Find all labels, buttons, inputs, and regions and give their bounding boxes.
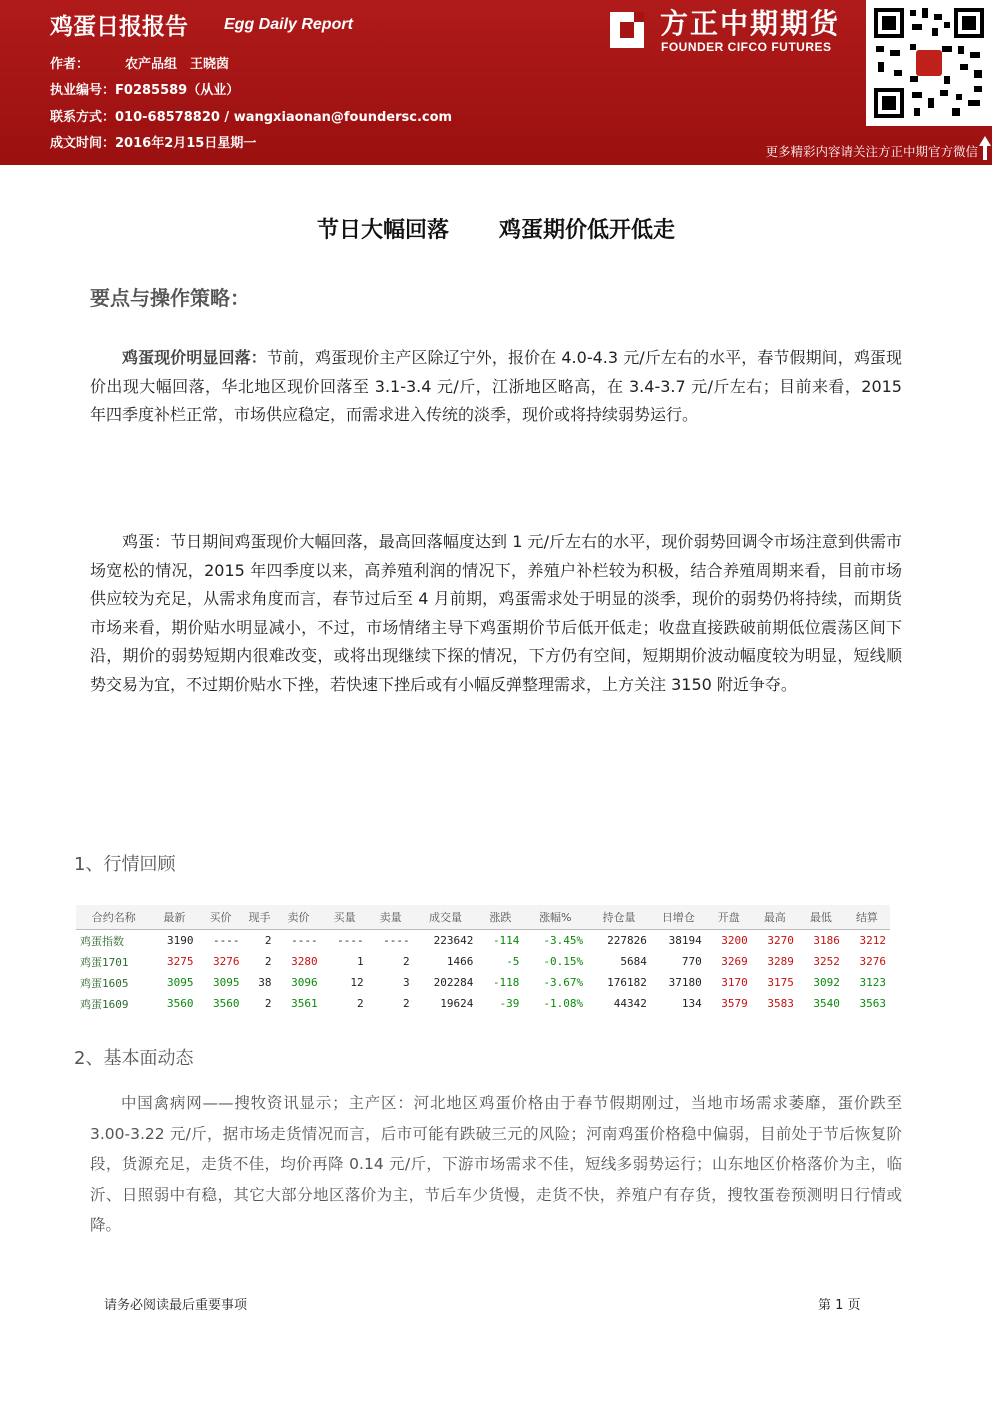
table-cell: 2 bbox=[403, 955, 410, 968]
table-cell: ---- bbox=[291, 934, 318, 947]
table-cell: 19624 bbox=[440, 997, 474, 1010]
table-cell: 3560 bbox=[166, 997, 194, 1010]
col-header: 日增仓 bbox=[651, 905, 706, 930]
table-cell: 12 bbox=[350, 976, 364, 989]
logo-text-cn: 方正中期期货 bbox=[660, 7, 841, 40]
date-label: 成文时间： bbox=[50, 136, 116, 151]
table-cell: 1466 bbox=[446, 955, 474, 968]
table-cell: 3276 bbox=[213, 955, 240, 968]
date-value: 2016年2月15日星期一 bbox=[115, 136, 257, 151]
table-cell: 227826 bbox=[607, 934, 647, 947]
table-cell: 3252 bbox=[813, 955, 840, 968]
author-row bbox=[50, 53, 229, 72]
author-value: 农产品组 王晓茵 bbox=[125, 57, 230, 72]
table-cell: 2 bbox=[264, 934, 272, 947]
col-header: 开盘 bbox=[706, 905, 752, 930]
table-cell: 134 bbox=[681, 997, 702, 1010]
table-cell: 3579 bbox=[721, 997, 748, 1010]
col-header: 现手 bbox=[244, 905, 276, 930]
table-cell: 202284 bbox=[433, 976, 474, 989]
license-row bbox=[50, 79, 239, 98]
table-cell: 3540 bbox=[813, 997, 840, 1010]
table-cell: -5 bbox=[506, 955, 520, 968]
contract-name-cell: 鸡蛋1609 bbox=[80, 997, 129, 1011]
founder-logo-icon bbox=[604, 8, 648, 52]
table-cell: 3289 bbox=[767, 955, 794, 968]
author-label: 作者： bbox=[50, 57, 90, 72]
table-cell: 3269 bbox=[721, 955, 748, 968]
table-row bbox=[76, 930, 890, 952]
main-title-part2: 鸡蛋期价低开低走 bbox=[499, 218, 676, 243]
table-row bbox=[76, 993, 890, 1014]
table-cell: 3190 bbox=[166, 934, 194, 947]
summary-highlight: 鸡蛋现价明显回落： bbox=[122, 348, 267, 367]
table-row bbox=[76, 972, 890, 993]
quote-table-body bbox=[76, 930, 890, 1015]
qr-code-icon bbox=[866, 0, 992, 126]
col-header: 持仓量 bbox=[587, 905, 651, 930]
table-cell: 5684 bbox=[620, 955, 647, 968]
table-cell: -114 bbox=[492, 934, 520, 947]
table-cell: 3280 bbox=[291, 955, 318, 968]
contact-row bbox=[50, 106, 452, 125]
report-title-en: Egg Daily Report bbox=[224, 16, 353, 33]
table-cell: -3.45% bbox=[543, 934, 584, 947]
quote-table-header-row bbox=[76, 905, 890, 930]
table-cell: 44342 bbox=[613, 997, 647, 1010]
table-cell: ---- bbox=[383, 934, 410, 947]
footer-notice: 请务必阅读最后重要事项 bbox=[104, 1298, 248, 1313]
table-cell: 37180 bbox=[668, 976, 702, 989]
date-row bbox=[50, 132, 256, 151]
table-cell: 3123 bbox=[859, 976, 886, 989]
table-cell: 3186 bbox=[813, 934, 840, 947]
table-cell: 2 bbox=[264, 955, 272, 968]
table-cell: 3170 bbox=[721, 976, 748, 989]
col-header: 成交量 bbox=[414, 905, 478, 930]
table-cell: -118 bbox=[492, 976, 520, 989]
contract-name-cell: 鸡蛋指数 bbox=[80, 934, 124, 948]
report-header bbox=[0, 0, 992, 165]
table-cell: 770 bbox=[681, 955, 702, 968]
section-heading-market-review: 1、行情回顾 bbox=[74, 854, 176, 875]
table-cell: -3.67% bbox=[543, 976, 584, 989]
follow-wechat-text: 更多精彩内容请关注方正中期官方微信 bbox=[765, 144, 978, 159]
table-cell: 2 bbox=[264, 997, 272, 1010]
col-header: 买量 bbox=[322, 905, 368, 930]
col-header: 卖价 bbox=[276, 905, 322, 930]
table-cell: 3583 bbox=[767, 997, 794, 1010]
table-cell: 3092 bbox=[813, 976, 840, 989]
table-cell: 3 bbox=[403, 976, 410, 989]
summary-text: 节前，鸡蛋现价主产区除辽宁外，报价在 4.0-4.3 元/斤左右的水平，春节假期间，鸡蛋现价出现大幅回落，华北地区现价回落至 3.1-3.4 元/斤，江浙地区略高，在 3.4-3.7 元/斤左右；目前来看，2015 年四季度补栏正常，市场供应稳定，而需求进入传统的淡季，现价或将持续弱势运行。 bbox=[90, 348, 902, 424]
col-header: 合约名称 bbox=[76, 905, 151, 930]
col-header: 涨幅% bbox=[523, 905, 587, 930]
table-cell: 3175 bbox=[767, 976, 794, 989]
table-cell: 176182 bbox=[607, 976, 647, 989]
table-cell: -0.15% bbox=[543, 955, 584, 968]
table-cell: 3270 bbox=[767, 934, 794, 947]
main-title-part1: 节日大幅回落 bbox=[316, 218, 449, 243]
col-header: 最低 bbox=[798, 905, 844, 930]
table-cell: ---- bbox=[337, 934, 364, 947]
table-cell: ---- bbox=[213, 934, 240, 947]
table-cell: 2 bbox=[403, 997, 410, 1010]
table-cell: 3276 bbox=[859, 955, 886, 968]
license-value: F0285589（从业） bbox=[115, 83, 240, 98]
table-cell: 3560 bbox=[213, 997, 240, 1010]
table-cell: 38 bbox=[258, 976, 272, 989]
contract-name-cell: 鸡蛋1605 bbox=[80, 976, 129, 990]
table-cell: 3095 bbox=[166, 976, 194, 989]
table-cell: 2 bbox=[357, 997, 364, 1010]
table-cell: -1.08% bbox=[543, 997, 584, 1010]
contact-value: 010-68578820 / wangxiaonan@foundersc.com bbox=[115, 110, 453, 125]
table-cell: 1 bbox=[357, 955, 364, 968]
col-header: 买价 bbox=[197, 905, 243, 930]
col-header: 最高 bbox=[752, 905, 798, 930]
table-cell: 38194 bbox=[668, 934, 702, 947]
table-cell: 3096 bbox=[291, 976, 318, 989]
col-header: 卖量 bbox=[368, 905, 414, 930]
table-cell: -39 bbox=[499, 997, 520, 1010]
footer-page-number: 第 1 页 bbox=[818, 1298, 861, 1313]
up-arrow-icon bbox=[978, 134, 992, 162]
contract-name-cell: 鸡蛋1701 bbox=[80, 955, 129, 969]
section-heading-fundamentals: 2、基本面动态 bbox=[74, 1048, 194, 1069]
col-header: 最新 bbox=[151, 905, 197, 930]
table-cell: 3561 bbox=[291, 997, 318, 1010]
quote-table bbox=[76, 905, 890, 1014]
license-label: 执业编号： bbox=[50, 83, 116, 98]
table-cell: 3200 bbox=[721, 934, 748, 947]
table-cell: 3095 bbox=[213, 976, 240, 989]
fundamentals-paragraph: 中国禽病网——搜牧资讯显示；主产区：河北地区鸡蛋价格由于春节假期刚过，当地市场需求萎靡，蛋价跌至 3.00-3.22 元/斤，据市场走货情况而言，后市可能有跌破三元的风险；河南鸡蛋价格稳中偏弱，目前处于节后恢复阶段，货源充足，走货不佳，均价再降 0.14 元/斤，下游市场需求不佳，短线多弱势运行；山东地区价格落价为主，临沂、日照弱中有稳，其它大部分地区落价为主，节后车少货慢，走货不快，养殖户有存货，搜牧蛋卷预测明日行情或降。 bbox=[90, 1094, 902, 1234]
col-header: 结算 bbox=[844, 905, 890, 930]
contact-label: 联系方式： bbox=[50, 110, 116, 125]
table-cell: 3212 bbox=[859, 934, 886, 947]
table-cell: 3275 bbox=[166, 955, 194, 968]
col-header: 涨跌 bbox=[477, 905, 523, 930]
strategy-heading: 要点与操作策略： bbox=[90, 286, 250, 310]
report-title-cn: 鸡蛋日报报告 bbox=[50, 14, 188, 40]
table-cell: 223642 bbox=[433, 934, 474, 947]
table-cell: 3563 bbox=[859, 997, 886, 1010]
analysis-paragraph: 鸡蛋：节日期间鸡蛋现价大幅回落，最高回落幅度达到 1 元/斤左右的水平，现价弱势回调令市场注意到供需市场宽松的情况，2015 年四季度以来，高养殖利润的情况下，养殖户补栏较为积极，结合养殖周期来看，目前市场供应较为充足，从需求角度而言，春节过后至 4 月前期，鸡蛋需求处于明显的淡季，现价的弱势仍将持续，而期货市场来看，期价贴水明显减小，不过，市场情绪主导下鸡蛋期价节后低开低走；收盘直接跌破前期低位震荡区间下沿，期价的弱势短期内很难改变，或将出现继续下探的情况，下方仍有空间，短期期价波动幅度较为明显，短线顺势交易为宜，不过期价贴水下挫，若快速下挫后或有小幅反弹整理需求，上方关注 3150 附近争夺。 bbox=[90, 532, 902, 694]
table-row bbox=[76, 951, 890, 972]
logo-text-en: FOUNDER CIFCO FUTURES bbox=[661, 40, 832, 54]
summary-paragraph bbox=[90, 344, 902, 430]
report-main-title bbox=[0, 213, 992, 244]
